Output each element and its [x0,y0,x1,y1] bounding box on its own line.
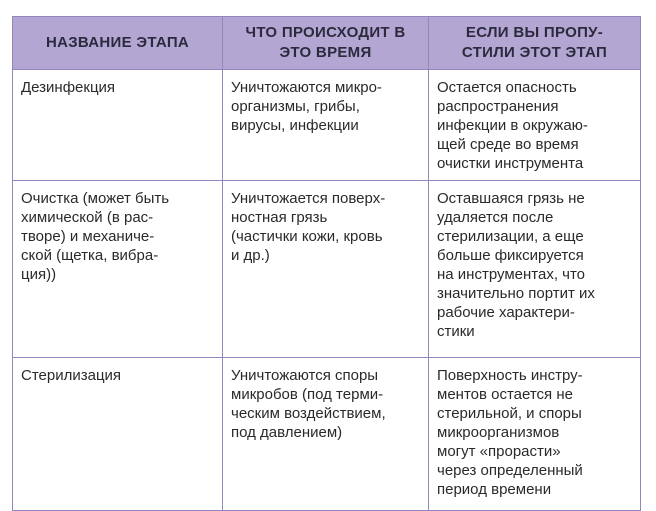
what-happens-cell: Уничтожаются микро- организмы, грибы, вирусы, инфекции [223,70,429,181]
table-row [13,181,641,358]
table-row [13,70,641,181]
stage-name-cell: Стерилизация [13,358,223,511]
header-what-happens: ЧТО ПРОИСХОДИТ В ЭТО ВРЕМЯ [223,17,429,70]
header-if-skipped: ЕСЛИ ВЫ ПРОПУ- СТИЛИ ЭТОТ ЭТАП [429,17,641,70]
what-happens-cell: Уничтожается поверх- ностная грязь (частички кожи, кровь и др.) [223,181,429,358]
if-skipped-cell: Остается опасность распространения инфекции в окружаю- щей среде во время очистки инструмента [429,70,641,181]
header-stage-name: НАЗВАНИЕ ЭТАПА [13,17,223,70]
if-skipped-cell: Оставшаяся грязь не удаляется после стерилизации, а еще больше фиксируется на инструментах, что значительно портит их рабочие характери- стики [429,181,641,358]
if-skipped-cell: Поверхность инстру- ментов остается не стерильной, и споры микроорганизмов могут «прорасти» через определенный период времени [429,358,641,511]
header-row [13,17,641,70]
what-happens-cell: Уничтожаются споры микробов (под терми- ческим воздействием, под давлением) [223,358,429,511]
table-row [13,358,641,511]
stage-name-cell: Дезинфекция [13,70,223,181]
stage-name-cell: Очистка (может быть химической (в рас- творе) и механиче- ской (щетка, вибра- ция)) [13,181,223,358]
stages-table-container [12,16,640,511]
stages-table [12,16,641,511]
